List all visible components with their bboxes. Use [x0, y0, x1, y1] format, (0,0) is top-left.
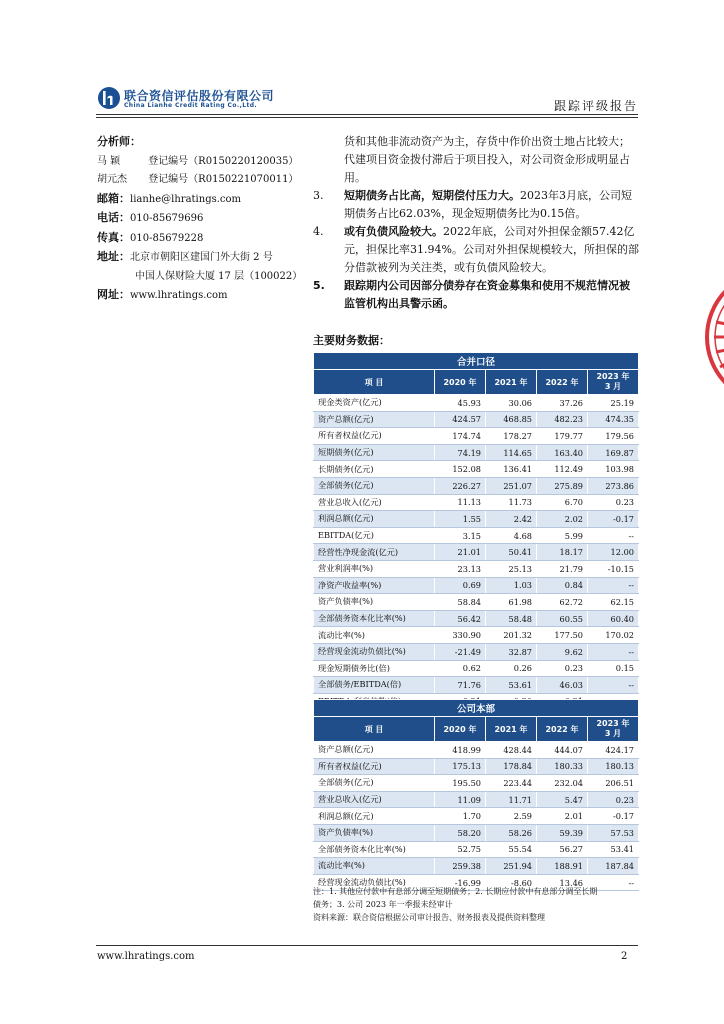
table-notes — [313, 885, 639, 924]
table-row — [314, 411, 639, 428]
cell-value: 223.44 — [486, 775, 537, 792]
cell-value: 259.38 — [435, 858, 486, 875]
footer-url[interactable]: www.lhratings.com — [97, 951, 195, 962]
cell-value: 5.99 — [537, 527, 588, 544]
cell-value: 188.91 — [537, 858, 588, 875]
row-label: 流动比率(%) — [314, 858, 435, 875]
row-label: 流动比率(%) — [314, 627, 435, 644]
row-label: 资产负债率(%) — [314, 824, 435, 841]
column-header: 2022 年 — [537, 717, 588, 742]
cell-value: 11.71 — [486, 791, 537, 808]
table-row — [314, 560, 639, 577]
row-label: 全部债务/EBITDA(倍) — [314, 677, 435, 694]
table-row — [314, 594, 639, 611]
analyst-row — [97, 171, 322, 190]
note-line: 注：1. 其他应付款中有息部分调至短期债务；2. 长期应付款中有息部分调至长期 — [313, 887, 598, 896]
cell-value: 21.01 — [435, 544, 486, 561]
cell-value: 58.26 — [486, 824, 537, 841]
cell-value: 170.02 — [588, 627, 639, 644]
row-label: 经营性净现金流(亿元) — [314, 544, 435, 561]
cell-value: 232.04 — [537, 775, 588, 792]
table-row — [314, 858, 639, 875]
cell-value: 23.13 — [435, 560, 486, 577]
column-header: 2023 年 3 月 — [588, 370, 639, 395]
table-row — [314, 758, 639, 775]
column-header: 2022 年 — [537, 370, 588, 395]
table-row — [314, 841, 639, 858]
risk-section — [313, 133, 639, 313]
cell-value: 179.77 — [537, 428, 588, 445]
cell-value: -0.17 — [588, 511, 639, 528]
column-header: 2020 年 — [435, 370, 486, 395]
cell-value: 4.68 — [486, 527, 537, 544]
company-name-en: China Lianhe Credit Rating Co.,Ltd. — [124, 102, 258, 109]
table-row — [314, 511, 639, 528]
analysts-label: 分析师： — [97, 135, 141, 148]
table-row — [314, 494, 639, 511]
column-header: 2023 年 3 月 — [588, 717, 639, 742]
address-line-1: 北京市朝阳区建国门外大街 2 号 — [130, 252, 273, 263]
cell-value: 418.99 — [435, 742, 486, 759]
cell-value: 273.86 — [588, 477, 639, 494]
risk-text: 2023年3月底，公司短期债务占比62.03%，现金短期债务比为0.15倍。 — [344, 189, 632, 220]
risk-item — [313, 277, 639, 313]
cell-value: 3.15 — [435, 527, 486, 544]
table-row — [314, 742, 639, 759]
cell-value: 136.41 — [486, 461, 537, 478]
table-row — [314, 808, 639, 825]
cell-value: 37.26 — [537, 395, 588, 412]
cell-value: 58.20 — [435, 824, 486, 841]
cell-value: 175.13 — [435, 758, 486, 775]
column-header: 项 目 — [314, 370, 435, 395]
contact-block — [97, 133, 322, 306]
cell-value: 11.73 — [486, 494, 537, 511]
cell-value: 50.41 — [486, 544, 537, 561]
cell-value: 53.61 — [486, 677, 537, 694]
cell-value: -16.99 — [435, 874, 486, 891]
cell-value: 0.84 — [537, 577, 588, 594]
cell-value: 1.70 — [435, 808, 486, 825]
cell-value: 60.40 — [588, 610, 639, 627]
table-row — [314, 610, 639, 627]
phone-label: 电话： — [97, 211, 130, 224]
row-label: 全部债务资本化比率(%) — [314, 841, 435, 858]
cell-value: 62.15 — [588, 594, 639, 611]
table-row — [314, 577, 639, 594]
cell-value: 330.90 — [435, 627, 486, 644]
table-section-title: 公司本部 — [314, 700, 639, 717]
row-label: 全部债务(亿元) — [314, 477, 435, 494]
cell-value: -- — [588, 577, 639, 594]
report-type: 跟踪评级报告 — [553, 99, 638, 113]
email-label: 邮箱： — [97, 191, 130, 205]
page-number: 2 — [621, 951, 628, 962]
table-row — [314, 824, 639, 841]
risk-continued-text: 货和其他非流动资产为主，存货中作价出资土地占比较大；代建项目资金拨付滞后于项目投入，对公司资金形成明显占用。 — [344, 135, 630, 184]
cell-value: -- — [588, 527, 639, 544]
column-header: 2021 年 — [486, 717, 537, 742]
cell-value: 0.23 — [588, 494, 639, 511]
table-row — [314, 643, 639, 660]
fax-value: 010-85679228 — [130, 232, 204, 244]
table-row — [314, 544, 639, 561]
cell-value: 61.98 — [486, 594, 537, 611]
cell-value: 9.62 — [537, 643, 588, 660]
cell-value: 74.19 — [435, 444, 486, 461]
cell-value: 163.40 — [537, 444, 588, 461]
cell-value: 62.72 — [537, 594, 588, 611]
analyst-reg: 登记编号（R0150220120035） — [148, 155, 299, 167]
cell-value: 46.03 — [537, 677, 588, 694]
row-label: 所有者权益(亿元) — [314, 428, 435, 445]
cell-value: 178.27 — [486, 428, 537, 445]
cell-value: 169.87 — [588, 444, 639, 461]
risk-number: 4. — [313, 225, 324, 238]
risk-title: 短期债务占比高，短期偿付压力大。 — [344, 189, 520, 202]
table-row — [314, 775, 639, 792]
row-label: 短期债务(亿元) — [314, 444, 435, 461]
column-header: 项 目 — [314, 717, 435, 742]
address-line-2: 中国人保财险大厦 17 层（100022） — [135, 270, 303, 282]
analyst-row — [97, 153, 322, 172]
cell-value: 0.15 — [588, 660, 639, 677]
cell-value: 275.89 — [537, 477, 588, 494]
cell-value: 187.84 — [588, 858, 639, 875]
row-label: 全部债务资本化比率(%) — [314, 610, 435, 627]
table-row — [314, 395, 639, 412]
row-label: 资产负债率(%) — [314, 594, 435, 611]
table-row — [314, 527, 639, 544]
cell-value: 25.19 — [588, 395, 639, 412]
cell-value: 0.26 — [486, 660, 537, 677]
source-note: 资料来源：联合资信根据公司审计报告、财务报表及提供资料整理 — [313, 913, 545, 922]
cell-value: 55.54 — [486, 841, 537, 858]
cell-value: 2.02 — [537, 511, 588, 528]
cell-value: 57.53 — [588, 824, 639, 841]
footer-rule — [96, 945, 638, 946]
analyst-name: 胡元杰 — [97, 174, 127, 185]
web-label: 网址： — [97, 288, 130, 301]
header-rule — [96, 114, 638, 115]
cell-value: 226.27 — [435, 477, 486, 494]
row-label: 所有者权益(亿元) — [314, 758, 435, 775]
cell-value: -- — [588, 677, 639, 694]
row-label: 利润总额(亿元) — [314, 511, 435, 528]
risk-number: 3. — [313, 189, 324, 202]
cell-value: 177.50 — [537, 627, 588, 644]
parent-company-table — [313, 699, 639, 891]
cell-value: -8.60 — [486, 874, 537, 891]
cell-value: 2.42 — [486, 511, 537, 528]
row-label: 全部债务(亿元) — [314, 775, 435, 792]
risk-text: 2022年底，公司对外担保金额57.42亿元，担保比率31.94%。公司对外担保规模较大，所担保的部分借款被列为关注类，或有负债风险较大。 — [344, 225, 639, 274]
column-header: 2020 年 — [435, 717, 486, 742]
cell-value: 0.23 — [537, 660, 588, 677]
analyst-reg: 登记编号（R0150221070011） — [148, 174, 299, 185]
cell-value: 18.17 — [537, 544, 588, 561]
risk-title: 或有负债风险较大。 — [344, 225, 443, 238]
risk-item — [313, 187, 639, 223]
row-label: 营业利润率(%) — [314, 560, 435, 577]
cell-value: 201.32 — [486, 627, 537, 644]
cell-value: 0.62 — [435, 660, 486, 677]
cell-value: 424.17 — [588, 742, 639, 759]
row-label: EBITDA(亿元) — [314, 527, 435, 544]
cell-value: 12.00 — [588, 544, 639, 561]
cell-value: 58.84 — [435, 594, 486, 611]
financial-table-title: 主要财务数据： — [313, 334, 390, 347]
cell-value: 32.87 — [486, 643, 537, 660]
cell-value: 179.56 — [588, 428, 639, 445]
cell-value: 251.07 — [486, 477, 537, 494]
cell-value: 56.27 — [537, 841, 588, 858]
note-line: 债务；3. 公司 2023 年一季报未经审计 — [313, 900, 453, 909]
cell-value: 103.98 — [588, 461, 639, 478]
header-rule-thin — [96, 117, 638, 118]
risk-item — [313, 223, 639, 277]
table-row — [314, 677, 639, 694]
company-name-cn: 联合资信评估股份有限公司 — [124, 89, 275, 103]
risk-title: 跟踪期内公司因部分债券存在资金募集和使用不规范情况被监管机构出具警示函。 — [344, 279, 630, 310]
cell-value: 59.39 — [537, 824, 588, 841]
cell-value: 180.33 — [537, 758, 588, 775]
cell-value: 30.06 — [486, 395, 537, 412]
table-row — [314, 627, 639, 644]
cell-value: 6.70 — [537, 494, 588, 511]
lianhe-logo-icon — [97, 86, 121, 110]
cell-value: 112.49 — [537, 461, 588, 478]
cell-value: 11.09 — [435, 791, 486, 808]
row-label: 营业总收入(亿元) — [314, 494, 435, 511]
cell-value: 444.07 — [537, 742, 588, 759]
cell-value: 1.55 — [435, 511, 486, 528]
web-value[interactable]: www.lhratings.com — [130, 290, 228, 301]
cell-value: -- — [588, 874, 639, 891]
row-label: 资产总额(亿元) — [314, 742, 435, 759]
cell-value: 45.93 — [435, 395, 486, 412]
email-value[interactable]: lianhe@lhratings.com — [130, 193, 242, 205]
fax-label: 传真： — [97, 230, 130, 244]
cell-value: 251.94 — [486, 858, 537, 875]
cell-value: 58.48 — [486, 610, 537, 627]
cell-value: 174.74 — [435, 428, 486, 445]
cell-value: -- — [588, 643, 639, 660]
cell-value: 13.46 — [537, 874, 588, 891]
cell-value: 474.35 — [588, 411, 639, 428]
row-label: 长期债务(亿元) — [314, 461, 435, 478]
company-seal-icon — [698, 262, 724, 412]
cell-value: 25.13 — [486, 560, 537, 577]
address-label: 地址： — [97, 250, 130, 263]
table-row — [314, 428, 639, 445]
cell-value: 468.85 — [486, 411, 537, 428]
cell-value: 2.01 — [537, 808, 588, 825]
cell-value: 60.55 — [537, 610, 588, 627]
row-label: 资产总额(亿元) — [314, 411, 435, 428]
table-row — [314, 477, 639, 494]
cell-value: 178.84 — [486, 758, 537, 775]
row-label: 利润总额(亿元) — [314, 808, 435, 825]
table-row — [314, 660, 639, 677]
table-section-title: 合并口径 — [314, 353, 639, 370]
cell-value: 482.23 — [537, 411, 588, 428]
analyst-name: 马 颖 — [97, 155, 121, 167]
cell-value: -0.17 — [588, 808, 639, 825]
row-label: 现金类资产(亿元) — [314, 395, 435, 412]
cell-value: 0.69 — [435, 577, 486, 594]
consolidated-table — [313, 352, 639, 710]
cell-value: 52.75 — [435, 841, 486, 858]
cell-value: 56.42 — [435, 610, 486, 627]
row-label: 现金短期债务比(倍) — [314, 660, 435, 677]
table-row — [314, 791, 639, 808]
cell-value: 53.41 — [588, 841, 639, 858]
cell-value: 195.50 — [435, 775, 486, 792]
cell-value: -21.49 — [435, 643, 486, 660]
phone-value: 010-85679696 — [130, 213, 204, 224]
row-label: 经营现金流动负债比(%) — [314, 874, 435, 891]
row-label: 净资产收益率(%) — [314, 577, 435, 594]
cell-value: 180.13 — [588, 758, 639, 775]
cell-value: 1.03 — [486, 577, 537, 594]
cell-value: 0.23 — [588, 791, 639, 808]
cell-value: 21.79 — [537, 560, 588, 577]
cell-value: 2.59 — [486, 808, 537, 825]
row-label: 经营现金流动负债比(%) — [314, 643, 435, 660]
cell-value: 152.08 — [435, 461, 486, 478]
cell-value: 11.13 — [435, 494, 486, 511]
cell-value: -10.15 — [588, 560, 639, 577]
risk-number: 5. — [313, 279, 325, 292]
cell-value: 114.65 — [486, 444, 537, 461]
table-row — [314, 461, 639, 478]
column-header: 2021 年 — [486, 370, 537, 395]
cell-value: 428.44 — [486, 742, 537, 759]
cell-value: 206.51 — [588, 775, 639, 792]
cell-value: 5.47 — [537, 791, 588, 808]
row-label: 营业总收入(亿元) — [314, 791, 435, 808]
table-row — [314, 444, 639, 461]
cell-value: 424.57 — [435, 411, 486, 428]
cell-value: 71.76 — [435, 677, 486, 694]
